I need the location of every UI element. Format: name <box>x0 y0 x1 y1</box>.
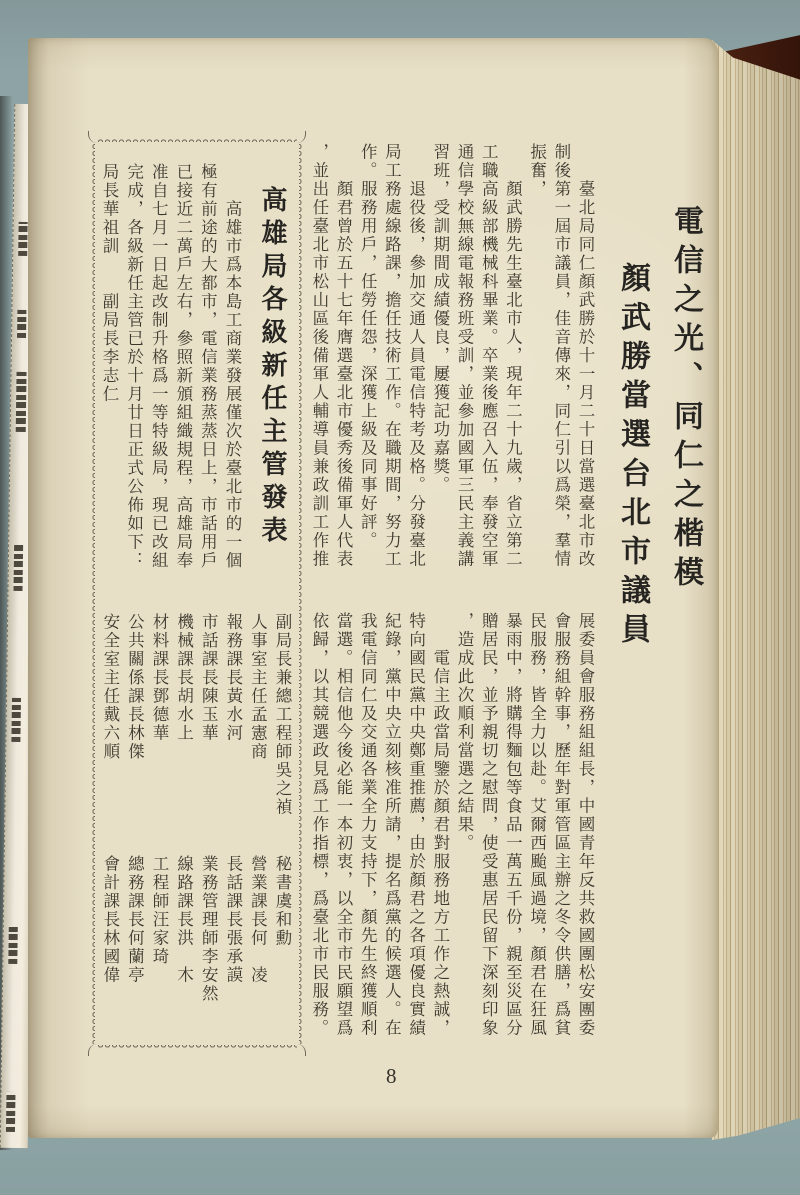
body-text-column: 依歸，以其競選政見爲工作指標，爲臺北市民服務。 <box>309 612 329 1038</box>
border-corner-curl <box>88 1044 97 1056</box>
cut-off-text-fragment <box>6 1092 16 1132</box>
body-text-column: 作。服務用戶，任勞任怨，深獲上級及同事好評。 <box>358 143 378 550</box>
body-text-column: 習班，受訓期間成績優良，屢獲記功嘉獎。 <box>430 143 450 495</box>
cut-off-text-fragment <box>17 310 26 338</box>
body-text-column: 贈居民，並予親切之慰問，使受惠居民留下深刻印象 <box>479 612 499 1038</box>
staff-name-column: 人事室主任孟憲商 <box>248 613 268 761</box>
body-text-column: 臺北局同仁顏武勝於十一月二十日當選臺北市改 <box>576 143 595 569</box>
body-text-column: 局長華祖訓 副局長李志仁 <box>100 163 119 404</box>
title-column: 電信之光、同仁之楷模 <box>669 205 702 595</box>
body-text-column: 完成，各級新任主管已於十月廿日正式公佈如下： <box>124 163 144 570</box>
body-text-column: 局工務處線路課，擔任技術工作。在職期間，努力工 <box>382 143 402 569</box>
staff-name-column: 總務課長何蘭亭 <box>125 855 145 985</box>
zigzag-border-left <box>90 143 95 1044</box>
body-text-column: 紀錄，黨中央立刻核准所請，提名爲黨的候選人。在 <box>382 612 402 1038</box>
boxed-article-staff-list-lower <box>97 855 294 1025</box>
body-text-column: 電信主政當局鑒於顏君對服務地方工作之熱誠， <box>430 612 450 1038</box>
boxed-article-intro <box>96 163 244 588</box>
cut-off-text-fragment <box>16 372 27 432</box>
body-text-column: 顏武勝先生臺北市人，現年二十九歲，省立第二 <box>503 143 523 569</box>
border-corner-curl <box>88 131 97 143</box>
page-stack-edge <box>712 40 800 1140</box>
cut-off-text-fragment <box>8 926 18 964</box>
staff-name-column: 線路課長洪 木 <box>174 855 194 985</box>
staff-name-column: 報務課長黃水河 <box>223 613 243 743</box>
body-text-column: 准自七月一日起改制升格爲一等特級局，現已改組 <box>149 163 169 570</box>
body-text-column: 振奮， <box>527 143 547 199</box>
body-text-column: 我電信同仁及交通各業全力支持下，顏先生終獲順利 <box>358 612 378 1038</box>
staff-name-column: 材料課長鄧德華 <box>150 613 169 743</box>
staff-name-column: 副局長兼總工程師吳之禎 <box>273 613 292 817</box>
staff-name-column: 工程師汪家琦 <box>150 855 169 966</box>
body-text-column: 會服務組幹事，歷年對軍管區主辦之冬令供膳，爲貧 <box>551 612 571 1038</box>
staff-name-column: 公共關係課長林傑 <box>125 613 145 761</box>
body-text-column: ，造成此次順利當選之結果。 <box>455 612 474 853</box>
body-text-column: 通信學校無線電報務班受訓，並參加國軍三民主義講 <box>455 143 474 569</box>
body-text-column: 制後第一屆市議員，佳音傳來，同仁引以爲榮，羣情 <box>551 143 571 569</box>
cut-off-text-fragment <box>11 698 21 742</box>
boxed-article-staff-list-upper <box>97 613 294 828</box>
staff-name-column: 市話課長陳玉華 <box>199 613 219 743</box>
body-text-column: 高雄市爲本島工商業發展僅次於臺北市的一個 <box>223 163 242 570</box>
zigzag-border-top <box>97 137 297 142</box>
body-text-column: 暴雨中，將購得麵包等食品一萬五千份，親至災區分 <box>503 612 523 1038</box>
title-column: 顏武勝當選台北市議員 <box>616 262 649 652</box>
cut-off-text-fragment <box>18 222 27 256</box>
body-text-column: 特向國民黨中央鄭重推薦，由於顏君之各項優良實績 <box>406 612 426 1038</box>
article-main-body-top <box>307 143 597 583</box>
body-text-column: 退役後，參加交通人員電信特考及格。分發臺北 <box>406 143 426 569</box>
body-text-column: 展委員會服務組組長，中國青年反共救國團松安團委 <box>576 612 595 1038</box>
article-main-body-bottom <box>307 612 597 1062</box>
article-main-title <box>612 205 702 665</box>
body-text-column: 顏君曾於五十七年膺選臺北市優秀後備軍人代表 <box>334 143 353 569</box>
body-text-column: 當選。相信他今後必能一本初衷，以全市市民願望爲 <box>334 612 353 1038</box>
cut-off-text-fragment <box>13 545 23 591</box>
body-text-column: 極有前途的大都市，電信業務蒸蒸日上，市話用戶 <box>198 163 218 570</box>
boxed-article-title: 高雄局各級新任主管發表 <box>258 186 287 549</box>
staff-name-column: 安全室主任戴六順 <box>100 613 120 761</box>
staff-name-column: 機械課長胡水上 <box>174 613 194 743</box>
staff-name-column: 秘書虞和勳 <box>273 855 292 948</box>
body-text-column: ，並出任臺北市松山區後備軍人輔導員兼政訓工作推 <box>309 143 329 569</box>
body-text-column: 已接近二萬戶左右，參照新頒組織規程，高雄局奉 <box>173 163 193 570</box>
staff-name-column: 營業課長何 凌 <box>248 855 268 985</box>
body-text-column: 工職高級部機械科畢業。卒業後應召入伍，奉發空軍 <box>479 143 499 569</box>
page-number: 8 <box>386 1064 398 1088</box>
zigzag-border-bottom <box>97 1045 297 1050</box>
body-text-column: 民服務，皆全力以赴。艾爾西颱風過境，顏君在狂風 <box>527 612 547 1038</box>
staff-name-column: 長話課長張承謨 <box>223 855 243 985</box>
zigzag-border-right <box>299 143 304 1044</box>
staff-name-column: 會計課長林國偉 <box>100 855 120 985</box>
staff-name-column: 業務管理師李安然 <box>199 855 219 1003</box>
